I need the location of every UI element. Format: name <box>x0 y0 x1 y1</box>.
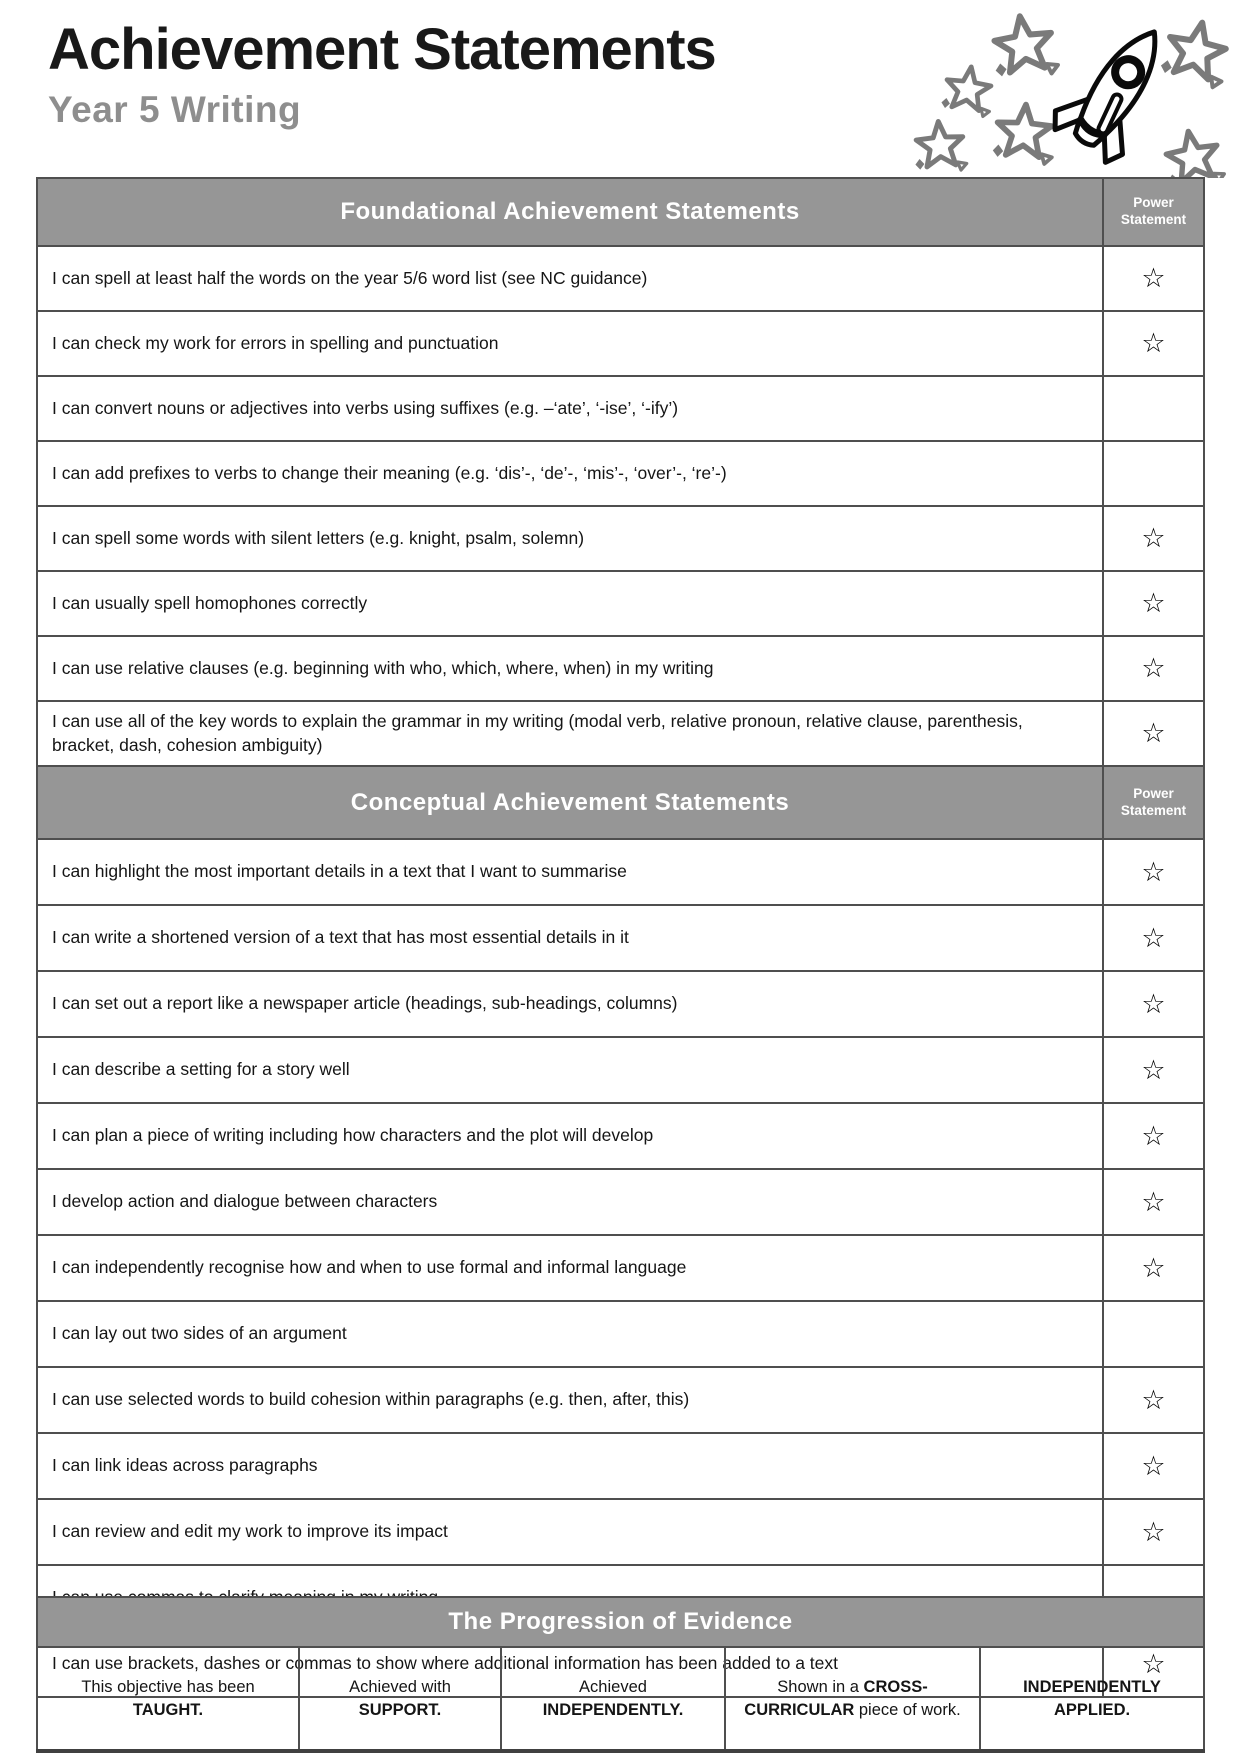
progression-cell-text: piece of work. <box>854 1700 961 1719</box>
power-statement-cell <box>1103 1235 1204 1301</box>
power-statement-column-header: Power Statement <box>1103 766 1204 839</box>
power-statement-cell <box>1103 1037 1204 1103</box>
star-icon <box>1160 127 1225 178</box>
power-statement-cell <box>1103 1367 1204 1433</box>
statement-text: I can describe a setting for a story well <box>37 1037 1103 1103</box>
progression-cell-text: SUPPORT. <box>358 1700 442 1719</box>
statement-text: I can review and edit my work to improve its impact <box>37 1499 1103 1565</box>
progression-header-row <box>37 1597 1204 1647</box>
progression-cell <box>299 1647 501 1753</box>
progression-cell-text: This objective has been <box>81 1678 255 1697</box>
statement-row <box>37 1235 1204 1301</box>
statement-row <box>37 701 1204 766</box>
statement-row <box>37 246 1204 311</box>
statement-row <box>37 1037 1204 1103</box>
progression-of-evidence-table <box>36 1596 1205 1753</box>
statement-row <box>37 1367 1204 1433</box>
progression-cell <box>37 1647 299 1753</box>
progression-header: The Progression of Evidence <box>37 1597 1204 1647</box>
statement-text: I can link ideas across paragraphs <box>37 1433 1103 1499</box>
power-statement-cell <box>1103 376 1204 441</box>
power-star-icon: ☆ <box>1141 856 1166 887</box>
progression-cell <box>501 1647 725 1753</box>
power-star-icon: ☆ <box>1141 1384 1166 1415</box>
statement-text: I can independently recognise how and when to use formal and informal language <box>37 1235 1103 1301</box>
power-star-icon: ☆ <box>1141 988 1166 1019</box>
power-star-icon: ☆ <box>1141 328 1166 358</box>
statement-row <box>37 1301 1204 1367</box>
statement-row <box>37 376 1204 441</box>
power-statement-cell <box>1103 571 1204 636</box>
power-statement-cell <box>1103 1433 1204 1499</box>
statement-text: I can use relative clauses (e.g. beginning with who, which, where, when) in my writing <box>37 636 1103 701</box>
power-statement-cell <box>1103 701 1204 766</box>
statement-text: I can usually spell homophones correctly <box>37 571 1103 636</box>
progression-cell-text: Achieved <box>579 1678 647 1697</box>
section-title: Conceptual Achievement Statements <box>37 766 1103 839</box>
page-subtitle: Year 5 Writing <box>48 88 302 130</box>
achievement-table-body <box>37 178 1204 1697</box>
power-statement-cell <box>1103 839 1204 905</box>
statement-row <box>37 636 1204 701</box>
progression-table-body <box>37 1647 1204 1753</box>
power-statement-cell <box>1103 311 1204 376</box>
statement-row <box>37 506 1204 571</box>
statement-text: I can spell at least half the words on the year 5/6 word list (see NC guidance) <box>37 246 1103 311</box>
section-header-row <box>37 766 1204 839</box>
statement-row <box>37 1499 1204 1565</box>
progression-cell-text: CROSS-CURRICULAR <box>744 1678 928 1719</box>
progression-cell-text: INDEPENDENTLY. <box>542 1700 684 1719</box>
power-statement-cell <box>1103 1103 1204 1169</box>
statement-text: I can convert nouns or adjectives into verbs using suffixes (e.g. –‘ate’, ‘-ise’, ‘-ify’) <box>37 376 1103 441</box>
rocket-icon <box>1047 10 1188 168</box>
statement-row <box>37 1169 1204 1235</box>
power-star-icon: ☆ <box>1141 523 1166 553</box>
power-star-icon: ☆ <box>1141 1450 1166 1481</box>
power-star-icon: ☆ <box>1141 718 1166 748</box>
star-icon <box>1159 16 1232 89</box>
progression-cell-text: Achieved with <box>349 1678 451 1697</box>
power-statement-cell <box>1103 1301 1204 1367</box>
statement-text: I can lay out two sides of an argument <box>37 1301 1103 1367</box>
statement-text: I can plan a piece of writing including how characters and the plot will develop <box>37 1103 1103 1169</box>
power-star-icon: ☆ <box>1141 1120 1166 1151</box>
power-star-icon: ☆ <box>1141 1516 1166 1547</box>
power-star-icon: ☆ <box>1141 1252 1166 1283</box>
statement-text: I can highlight the most important details in a text that I want to summarise <box>37 839 1103 905</box>
statement-row <box>37 905 1204 971</box>
statement-row <box>37 971 1204 1037</box>
statement-text: I can set out a report like a newspaper article (headings, sub-headings, columns) <box>37 971 1103 1037</box>
section-title: Foundational Achievement Statements <box>37 178 1103 246</box>
progression-cell <box>980 1647 1204 1753</box>
statement-text: I can use brackets, dashes or commas to show where additional information has been added to a text <box>37 1631 1103 1697</box>
achievement-statements-table <box>36 177 1205 1698</box>
power-star-icon: ☆ <box>1141 1054 1166 1085</box>
power-star-icon: ☆ <box>1141 653 1166 683</box>
progression-cell <box>725 1647 980 1753</box>
statement-text: I can use selected words to build cohesion within paragraphs (e.g. then, after, this) <box>37 1367 1103 1433</box>
power-statement-cell <box>1103 506 1204 571</box>
progression-cell-text: Shown in a <box>777 1678 864 1697</box>
power-statement-cell <box>1103 441 1204 506</box>
statement-row <box>37 839 1204 905</box>
statement-row <box>37 571 1204 636</box>
power-statement-cell <box>1103 246 1204 311</box>
statement-row <box>37 1103 1204 1169</box>
rocket-and-stars-illustration <box>818 6 1232 178</box>
power-star-icon: ☆ <box>1141 1186 1166 1217</box>
document-header <box>48 17 716 131</box>
star-icon <box>992 102 1055 164</box>
statement-text: I can add prefixes to verbs to change their meaning (e.g. ‘dis’-, ‘de’-, ‘mis’-, ‘over’-, ‘re’-) <box>37 441 1103 506</box>
power-statement-cell <box>1103 1169 1204 1235</box>
statement-row <box>37 311 1204 376</box>
statement-text: I can spell some words with silent letters (e.g. knight, psalm, solemn) <box>37 506 1103 571</box>
star-icon <box>913 120 968 173</box>
progression-cell-text: INDEPENDENTLY APPLIED. <box>1023 1678 1161 1719</box>
power-statement-cell <box>1103 636 1204 701</box>
power-statement-cell <box>1103 1499 1204 1565</box>
power-star-icon: ☆ <box>1141 263 1166 293</box>
statement-row <box>37 1433 1204 1499</box>
section-header-row <box>37 178 1204 246</box>
power-statement-cell <box>1103 905 1204 971</box>
star-icon <box>989 12 1059 81</box>
power-statement-cell <box>1103 971 1204 1037</box>
progression-cell-text: TAUGHT. <box>132 1700 204 1719</box>
progression-cells-row <box>37 1647 1204 1753</box>
statement-text: I can write a shortened version of a text that has most essential details in it <box>37 905 1103 971</box>
power-star-icon: ☆ <box>1141 1648 1166 1679</box>
statement-text: I develop action and dialogue between characters <box>37 1169 1103 1235</box>
power-star-icon: ☆ <box>1141 588 1166 618</box>
power-statement-column-header: Power Statement <box>1103 178 1204 246</box>
statement-row <box>37 441 1204 506</box>
star-icon <box>940 63 995 117</box>
statement-text: I can use all of the key words to explain the grammar in my writing (modal verb, relative pronoun, relative clause, parenthesis, bracket, dash, cohesion ambiguity) <box>37 701 1103 766</box>
statement-text: I can check my work for errors in spelling and punctuation <box>37 311 1103 376</box>
power-star-icon: ☆ <box>1141 922 1166 953</box>
page-title: Achievement Statements <box>48 17 716 82</box>
